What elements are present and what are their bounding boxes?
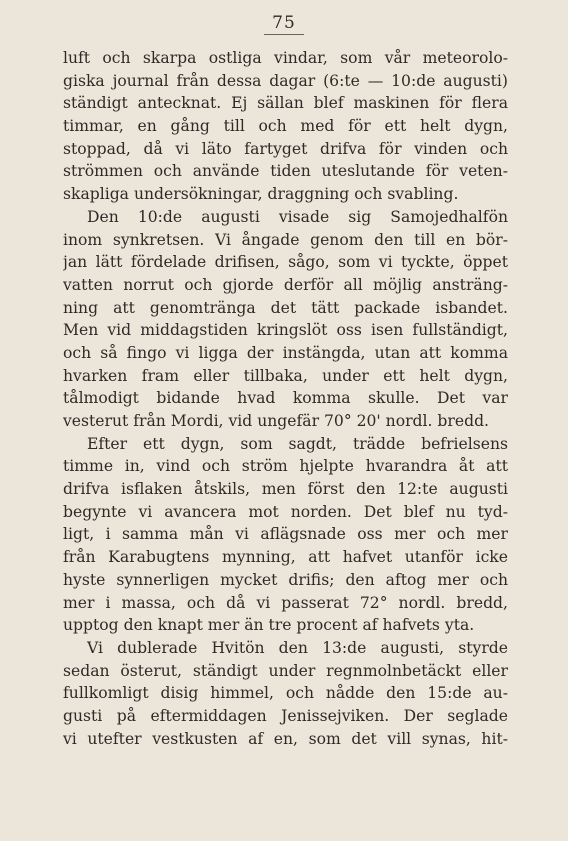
text-line: hyste synnerligen mycket drifis; den aftog mer och xyxy=(63,570,508,589)
page-number xyxy=(0,12,568,35)
text-line: begynte vi avancera mot norden. Det blef nu tyd- xyxy=(63,502,508,521)
text-line: vi utefter vestkusten af en, som det vill synas, hit- xyxy=(63,729,508,748)
text-line: drifva isflaken åtskils, men först den 12:te augusti xyxy=(63,480,508,499)
text-line: upptog den knapt mer än tre procent af hafvets yta. xyxy=(63,616,475,635)
text-line: vesterut från Mordi, vid ungefär 70° 20' nordl. bredd. xyxy=(63,412,490,430)
text-line: Efter ett dygn, som sagdt, trädde befrielsens xyxy=(87,434,508,453)
text-line: fullkomligt disig himmel, och nådde den 15:de au- xyxy=(63,684,508,703)
text-line: jan lätt fördelade drifisen, sågo, som vi tyckte, öppet xyxy=(63,253,508,272)
text-line: vatten norrut och gjorde derför all möjlig ansträng- xyxy=(63,275,508,294)
page-number-text: 75 xyxy=(264,12,304,35)
text-line: ständigt antecknat. Ej sällan blef maskinen för flera xyxy=(63,94,508,113)
text-line: stoppad, då vi läto fartyget drifva för vinden och xyxy=(63,139,508,158)
text-line: Vi dublerade Hvitön den 13:de augusti, styrde xyxy=(87,638,508,657)
text-line: och så fingo vi ligga der instängda, utan att komma xyxy=(63,343,508,362)
text-line: inom synkretsen. Vi ångade genom den till en bör- xyxy=(63,230,508,249)
text-line: giska journal från dessa dagar (6:te — 10:de augusti) xyxy=(63,71,508,90)
text-line: gusti på eftermiddagen Jenissejviken. Der seglade xyxy=(63,706,508,725)
text-line: timmar, en gång till och med för ett helt dygn, xyxy=(63,117,508,136)
text-line: sedan österut, ständigt under regnmolnbetäckt eller xyxy=(63,661,508,680)
text-line: skapliga undersökningar, draggning och svabling. xyxy=(63,185,459,204)
text-line: mer i massa, och då vi passerat 72° nordl. bredd, xyxy=(63,593,508,612)
text-line: timme in, vind och ström hjelpte hvarandra åt att xyxy=(63,457,508,476)
text-line: strömmen och använde tiden uteslutande för veten- xyxy=(63,162,508,181)
text-line: från Karabugtens mynning, att hafvet utanför icke xyxy=(63,548,508,567)
text-line: tålmodigt bidande hvad komma skulle. Det var xyxy=(63,389,508,408)
text-line: Den 10:de augusti visade sig Samojedhalfön xyxy=(87,207,508,226)
text-line: Men vid middagstiden kringslöt oss isen fullständigt, xyxy=(63,321,508,340)
text-line: hvarken fram eller tillbaka, under ett helt dygn, xyxy=(63,366,508,385)
text-line: ligt, i samma mån vi aflägsnade oss mer och mer xyxy=(63,525,508,544)
text-line: ning att genomtränga det tätt packade isbandet. xyxy=(63,298,508,317)
body-text xyxy=(63,47,508,750)
text-line: luft och skarpa ostliga vindar, som vår meteorolo- xyxy=(63,49,508,67)
